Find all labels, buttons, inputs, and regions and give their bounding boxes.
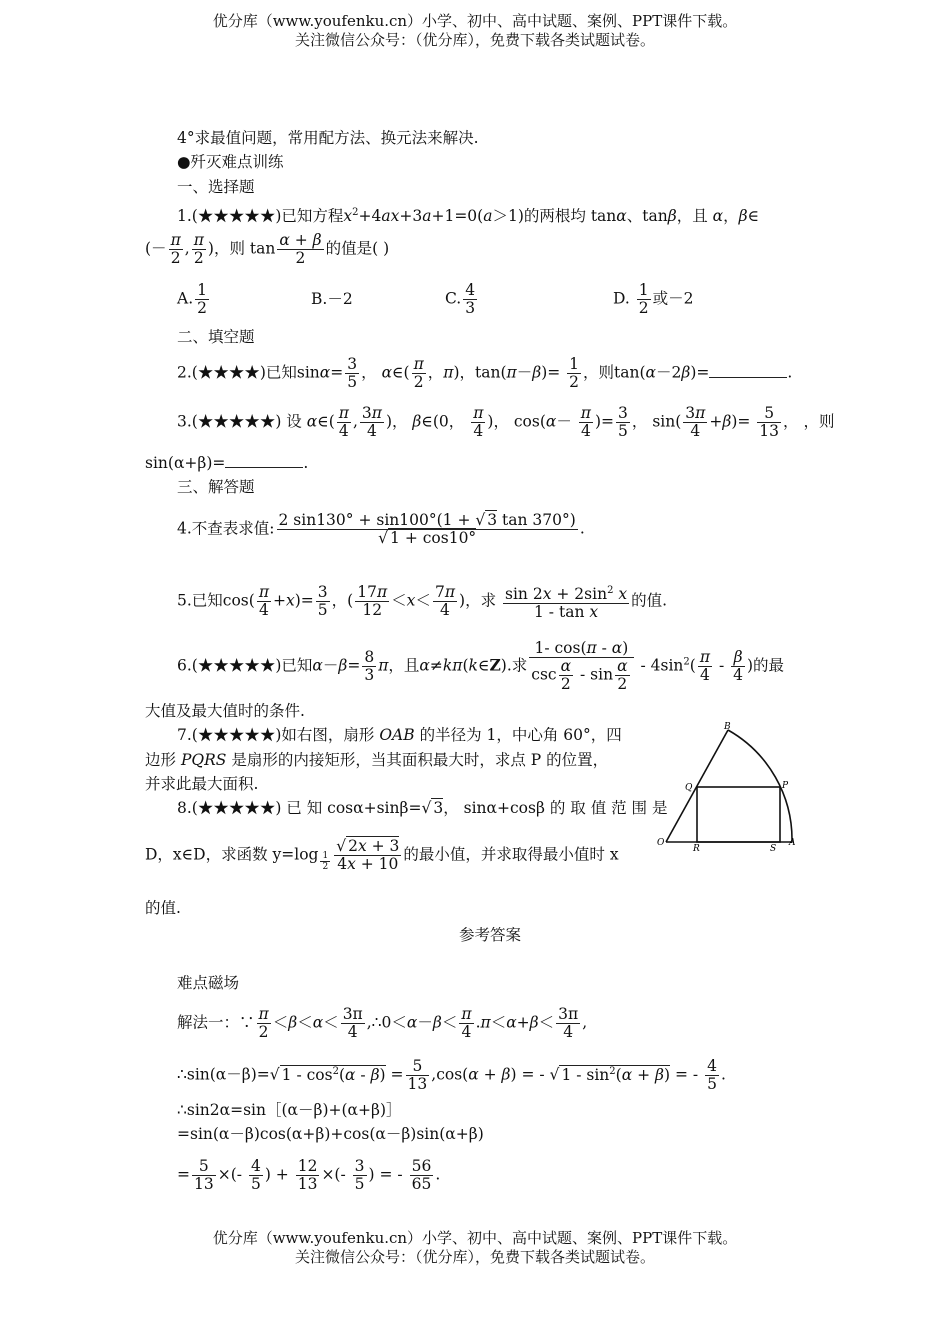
question-6-cont: 大值及最大值时的条件. [145, 702, 305, 720]
solution-line-4: =sin(α－β)cos(α+β)+cos(α－β)sin(α+β) [177, 1125, 484, 1143]
sector-figure [652, 718, 802, 853]
label-p: P [782, 781, 789, 791]
question-7-line2: 边形 PQRS 是扇形的内接矩形，当其面积最大时，求点 P 的位置， [145, 751, 609, 769]
option-c: C. $\frac{4}{3}$ [445, 281, 476, 317]
question-5: 5.已知cos( $\frac{\pi}{4}$ +x)= $\frac{3}{5}$ ，( $\frac{17\pi}{12}$ ＜x＜ $\frac{7\pi}{4}$ )，求 $\frac{\sin 2x + 2\sin^2 x}{\text{1 - tan x}}$ 的值. [177, 583, 668, 622]
question-8: 8.(★★★★★) 已 知 cosα+sinβ=√ 3， sinα+cosβ 的 取 值 范 围 是 [177, 799, 668, 817]
solution-line-3: ∴sin2α=sin［(α－β)+(α+β)］ [177, 1101, 402, 1119]
section-solve: 三、解答题 [177, 478, 255, 496]
label-r: R [693, 844, 700, 853]
page-header [0, 12, 950, 50]
header-line-1: 优分库（www.youfenku.cn）小学、初中、高中试题、案例、PPT课件下载。 [212, 12, 738, 30]
tip-4: 4°求最值问题，常用配方法、换元法来解决. [177, 129, 479, 147]
solution-line-2: ∴sin(α－β)=√ $1 - \cos^2(\alpha - \beta)$ = $\frac{5}{13}$ ,cos(α + β) = - √ $1 - \sin^2(\alpha + \beta)$ = - $\frac{4}{5}$ . [177, 1057, 726, 1093]
question-1: 1.(★★★★★)已知方程$x^2+4ax+3a+1=0(a>1)$的两根均 tanα、tanβ，且 α，β∈ [177, 207, 760, 226]
label-b: B [724, 722, 731, 732]
question-1-cont: (－ $\frac{\pi}{2}$ , $\frac{\pi}{2}$ )，则 tan $\frac{\alpha + \beta}{2}$ 的值是( ) [145, 231, 390, 267]
question-7: 7.(★★★★★)如右图，扇形 OAB 的半径为 1，中心角 60°，四 [177, 726, 622, 744]
section-choice: 一、选择题 [177, 178, 255, 196]
footer-line-1: 优分库（www.youfenku.cn）小学、初中、高中试题、案例、PPT课件下载。 [212, 1229, 738, 1247]
question-7-line3: 并求此最大面积. [145, 775, 259, 793]
page-footer [0, 1229, 950, 1267]
answer-heading: 难点磁场 [177, 974, 240, 992]
question-8-line2: D，x∈D，求函数 y=log $_{\frac{1}{2}}$ $\frac{√ 2x + 3}{4x + 10}$ 的最小值，并求取得最小值时 x [145, 837, 619, 873]
solution-line-1: 解法一：∵ $\frac{\pi}{2}$ ＜β＜α＜ $\frac{3\pi}{4}$ ,∴0＜α－β＜ $\frac{\pi}{4}$ .π＜α+β＜ $\frac{3\pi}{4}$ , [177, 1005, 588, 1041]
answer-title: 参考答案 [459, 926, 522, 944]
training-heading: ●歼灭难点训练 [177, 153, 284, 171]
footer-line-2: 关注微信公众号：（优分库），免费下载各类试题试卷。 [294, 1248, 655, 1266]
question-6: 6.(★★★★★)已知α－β= $\frac{8}{3}$ π，且α≠kπ(k∈Z).求 1- cos(π - α) csc $\frac{\alpha}{2}$ - sin $\frac{\alpha}{2}$ - $4\sin^2$( $\frac{\pi}{4}$ - $\frac{\beta}{4}$ )的最 [177, 639, 785, 693]
question-3-cont: sin(α+β)= . [145, 454, 309, 472]
question-4: 4.不查表求值: $\frac{2 \sin 130^\circ + \sin 100^\circ(1 + √ 3 \tan 370^\circ)}{√ 1 + \cos 10^\circ}$ . [177, 511, 585, 547]
label-q: Q [685, 783, 693, 793]
option-d: D. $\frac{1}{2}$ 或－2 [613, 281, 694, 317]
option-b: B.－2 [311, 290, 353, 308]
question-8-line3: 的值. [145, 899, 181, 917]
header-line-2: 关注微信公众号：（优分库），免费下载各类试题试卷。 [294, 31, 655, 49]
solution-line-5: = $\frac{5}{13}$ ×(- $\frac{4}{5}$ ) + $\frac{12}{13}$ ×(- $\frac{3}{5}$ ) = - $\frac{56}{65}$ . [177, 1157, 441, 1193]
label-o: O [657, 838, 665, 848]
label-s: S [770, 844, 777, 853]
section-fill: 二、填空题 [177, 328, 255, 346]
label-a: A [789, 838, 796, 848]
question-2: 2.(★★★★)已知sinα= $\frac{3}{5}$ ， α∈( $\frac{\pi}{2}$ ，π)，tan(π－β)= $\frac{1}{2}$ ，则tan(α－2β)= . [177, 355, 793, 391]
question-3: 3.(★★★★★) 设 α∈( $\frac{\pi}{4}$ , $\frac{3\pi}{4}$ )， β∈(0， $\frac{\pi}{4}$ )， cos(α－ $\frac{\pi}{4}$ )= $\frac{3}{5}$ ， sin( $\frac{3\pi}{4}$ +β)= $\frac{5}{13}$ ， ，则 [177, 404, 835, 440]
question-1-options: A. $\frac{1}{2}$ [177, 281, 207, 317]
